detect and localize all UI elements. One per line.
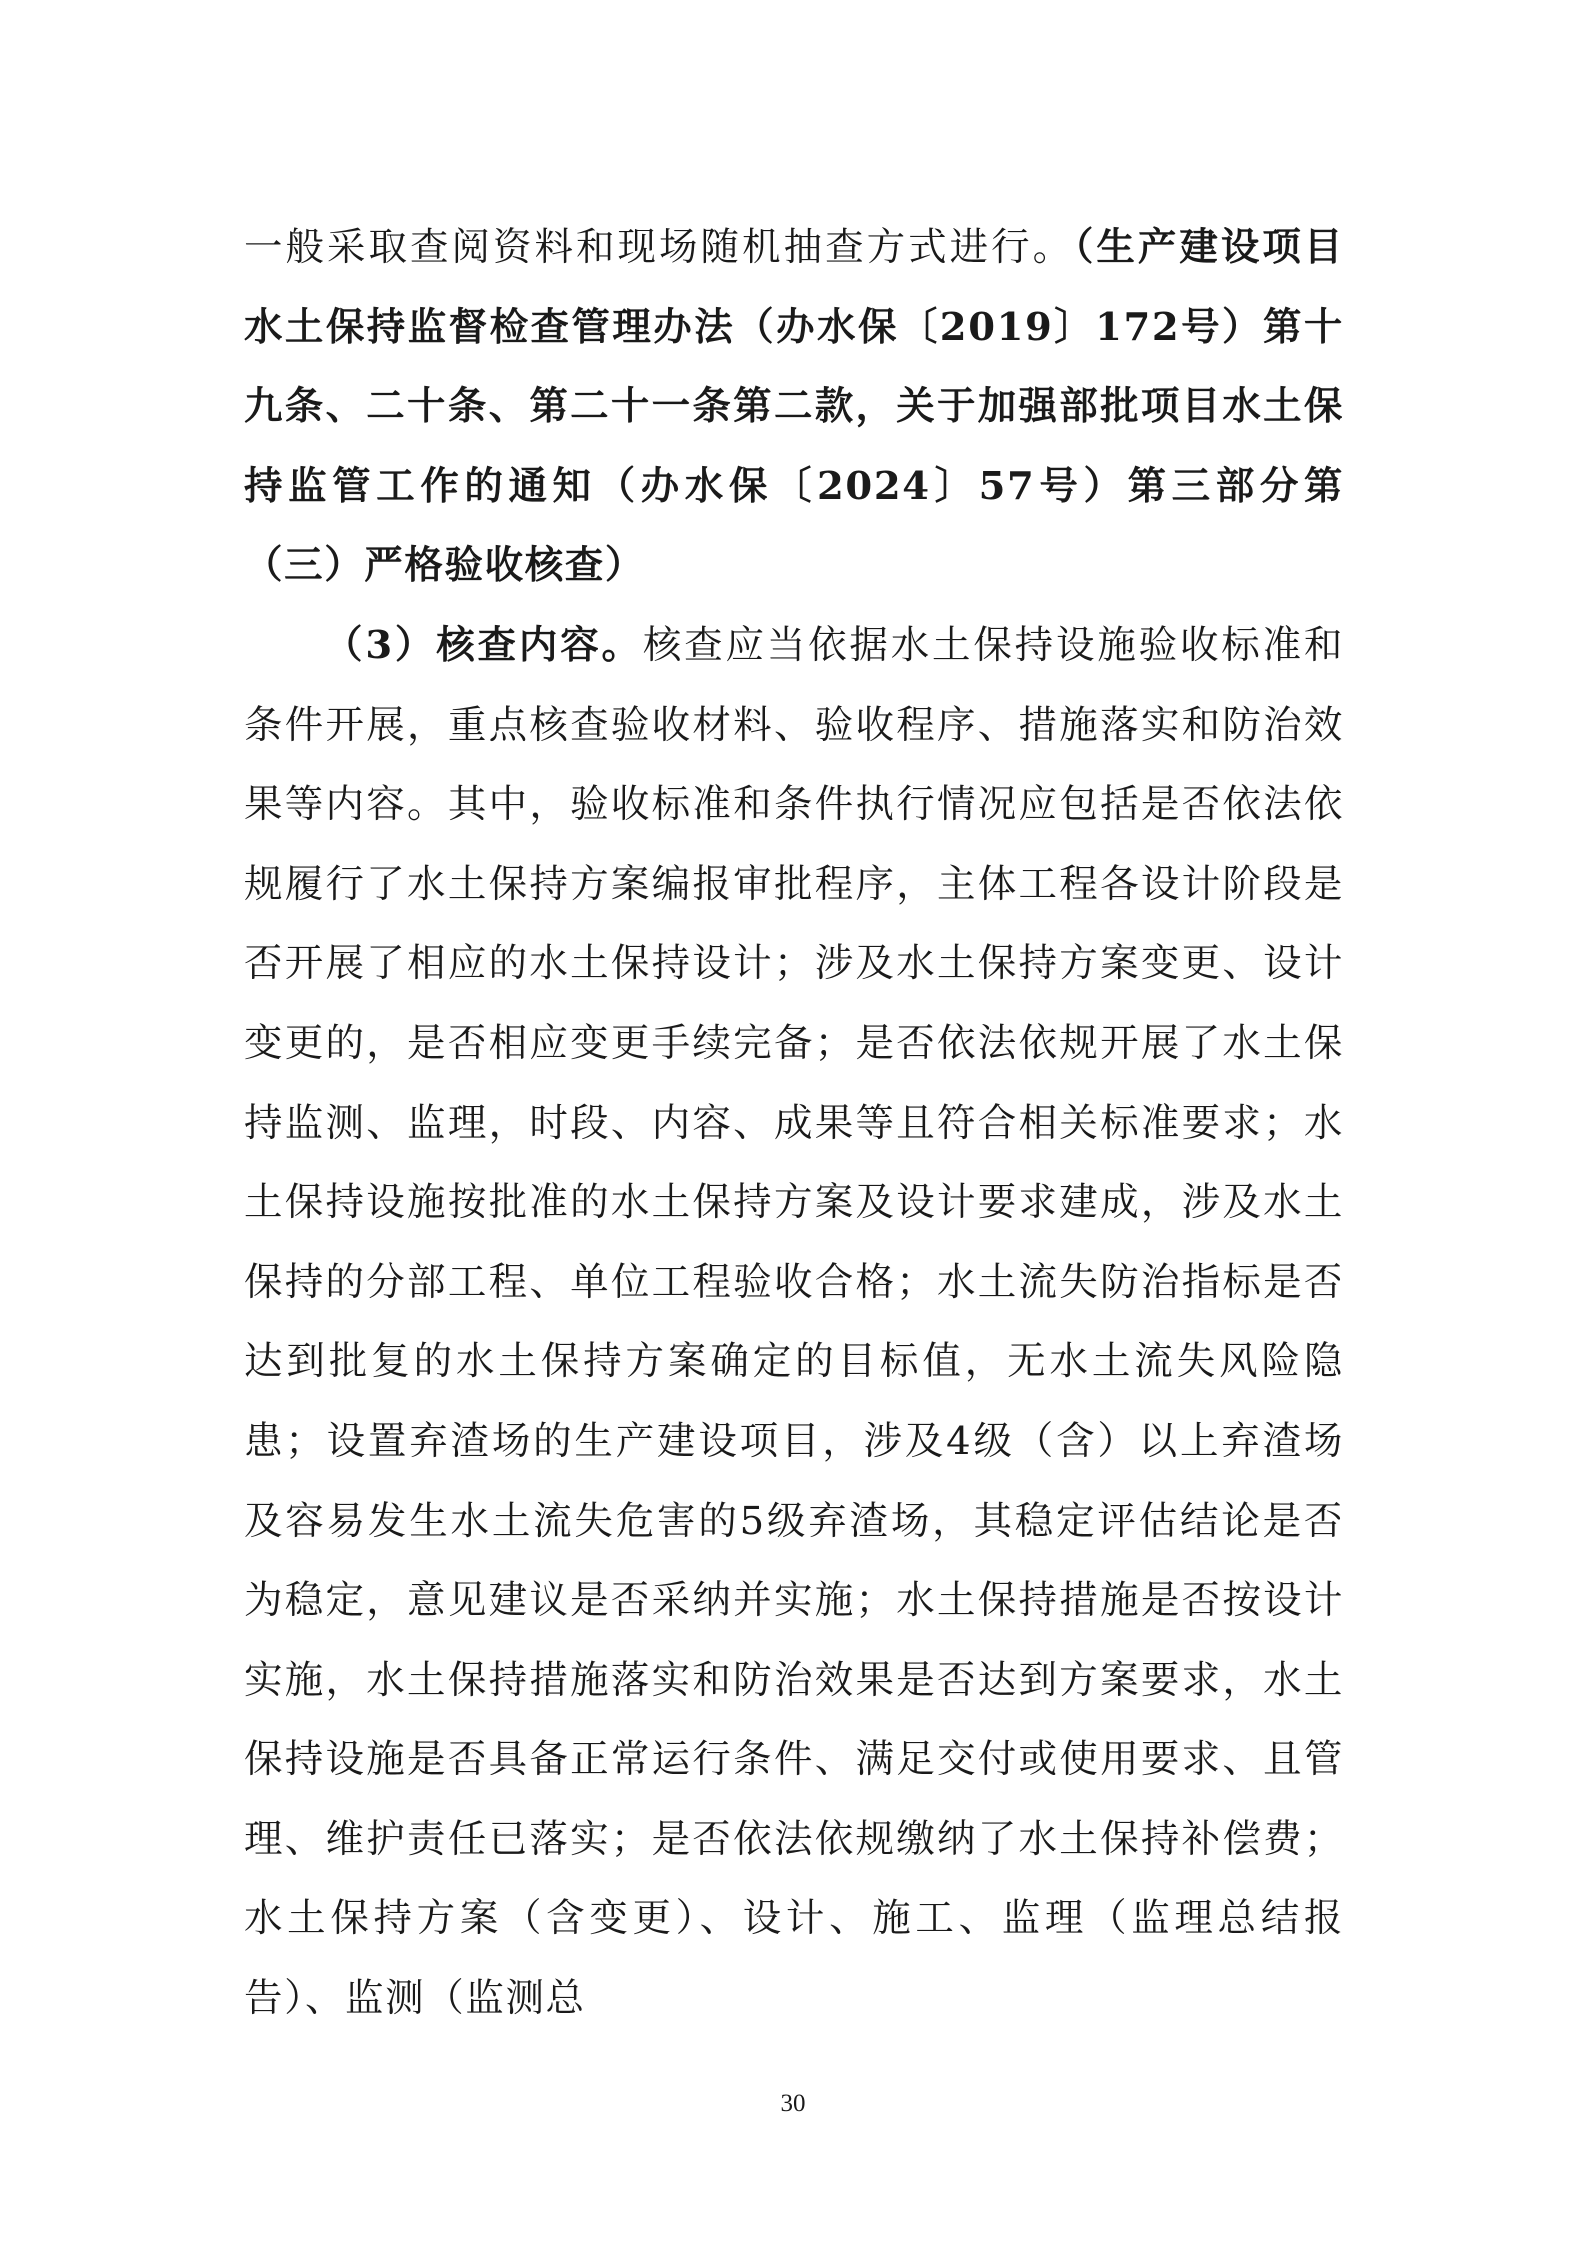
regulation-reference: （生产建设项目水土保持监督检查管理办法（办水保〔2019〕172号）第十九条、二十条、第二十一条第二款，关于加强部批项目水土保持监管工作的通知（办水保〔2024〕57号）第三部分第（三）严格验收核查） bbox=[244, 225, 1344, 589]
section-heading: （3）核查内容。 bbox=[324, 622, 643, 668]
document-body bbox=[244, 208, 1344, 2039]
paragraph-inspection-content bbox=[244, 606, 1344, 2039]
paragraph-inspection-method bbox=[244, 208, 1344, 606]
paragraph-text: 一般采取查阅资料和现场随机抽查方式进行。 bbox=[244, 225, 1075, 270]
paragraph-text: 核查应当依据水土保持设施验收标准和条件开展，重点核查验收材料、验收程序、措施落实和防治效果等内容。其中，验收标准和条件执行情况应包括是否依法依规履行了水土保持方案编报审批程序，主体工程各设计阶段是否开展了相应的水土保持设计；涉及水土保持方案变更、设计变更的，是否相应变更手续完备；是否依法依规开展了水土保持监测、监理，时段、内容、成果等且符合相关标准要求；水土保持设施按批准的水土保持方案及设计要求建成，涉及水土保持的分部工程、单位工程验收合格；水土流失防治指标是否达到批复的水土保持方案确定的目标值，无水土流失风险隐患；设置弃渣场的生产建设项目，涉及4级（含）以上弃渣场及容易发生水土流失危害的5级弃渣场，其稳定评估结论是否为稳定，意见建议是否采纳并实施；水土保持措施是否按设计实施，水土保持措施落实和防治效果是否达到方案要求，水土保持设施是否具备正常运行条件、满足交付或使用要求、且管理、维护责任已落实；是否依法依规缴纳了水土保持补偿费；水土保持方案（含变更）、设计、施工、监理（监理总结报告）、监测（监测总 bbox=[244, 622, 1344, 2022]
page-number: 30 bbox=[780, 2090, 806, 2117]
